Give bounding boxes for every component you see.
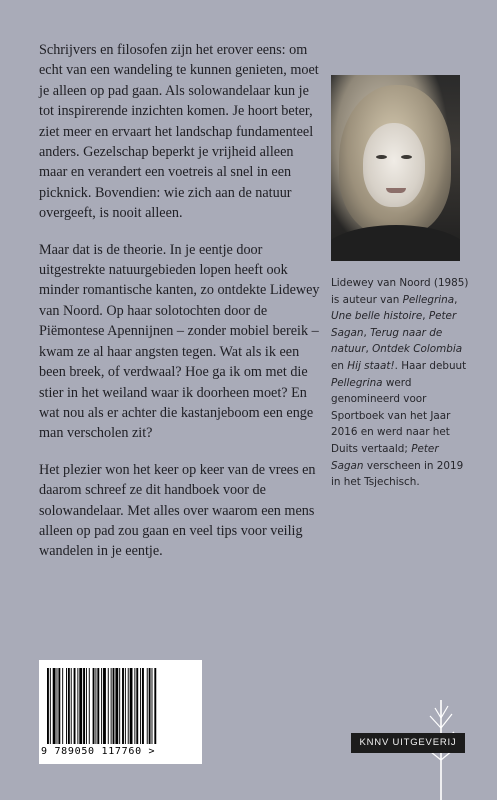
bio-book-title: Hij staat! bbox=[347, 359, 395, 372]
barcode-bar bbox=[62, 668, 63, 744]
blurb-paragraph-3: Het plezier won het keer op keer van de vrees en daarom schreef ze dit handboek voor de solowandelaar. Met alles over waarom een mens alleen op pad zou gaan en veel tips voor veilig wandelen in je eentje. bbox=[39, 461, 316, 560]
bio-text: , bbox=[454, 293, 458, 306]
barcode-bar bbox=[111, 668, 112, 744]
barcode-bars bbox=[45, 668, 195, 744]
author-photo-eye-right bbox=[401, 155, 412, 159]
barcode-bar bbox=[152, 668, 153, 744]
isbn-digits: 9 789050 117760 > bbox=[41, 746, 156, 757]
barcode-bar bbox=[136, 668, 138, 744]
barcode-bar bbox=[113, 668, 115, 744]
author-photo-shoulders bbox=[331, 225, 460, 261]
barcode-bar bbox=[101, 668, 102, 744]
barcode-bar bbox=[71, 668, 72, 744]
author-photo-eye-left bbox=[376, 155, 387, 159]
back-cover-blurb bbox=[39, 40, 324, 578]
bio-text: verscheen in 2019 in het Tsjechisch. bbox=[331, 459, 464, 489]
barcode-bar bbox=[50, 668, 51, 744]
bio-text: Lidewey van Noord (1985) is auteur van bbox=[331, 277, 469, 306]
bio-book-title: Ontdek Colombia bbox=[372, 343, 463, 356]
barcode-bar bbox=[128, 668, 129, 744]
barcode-bar bbox=[130, 668, 133, 744]
author-photo-mouth bbox=[386, 188, 406, 193]
barcode-bar bbox=[119, 668, 120, 744]
bio-text: en bbox=[331, 359, 348, 372]
barcode-bar bbox=[93, 668, 95, 744]
bio-book-title: Pellegrina bbox=[402, 293, 455, 306]
author-photo bbox=[331, 75, 460, 261]
barcode-bar bbox=[115, 668, 118, 744]
barcode-bar bbox=[147, 668, 148, 744]
bio-book-title: Une belle histoire bbox=[331, 310, 423, 323]
bio-book-title: Terug naar de natuur bbox=[331, 326, 443, 356]
bio-text: werd genomineerd voor Sportboek van het Jaar 2016 en werd naar het Duits vertaald; bbox=[331, 376, 451, 455]
barcode-bar bbox=[47, 668, 49, 744]
barcode-bar bbox=[86, 668, 87, 744]
publisher-badge: KNNV UITGEVERIJ bbox=[351, 733, 465, 753]
barcode-bar bbox=[58, 668, 60, 744]
barcode-bar bbox=[154, 668, 156, 744]
barcode-bar bbox=[103, 668, 106, 744]
barcode-bar bbox=[122, 668, 124, 744]
barcode-bar bbox=[108, 668, 109, 744]
barcode-bar bbox=[95, 668, 96, 744]
barcode-bar bbox=[125, 668, 126, 744]
barcode-bar bbox=[77, 668, 78, 744]
barcode-bar bbox=[74, 668, 76, 744]
barcode-bar bbox=[140, 668, 141, 744]
author-bio bbox=[331, 275, 471, 491]
blurb-paragraph-2: Maar dat is de theorie. In je eentje door uitgestrekte natuurgebieden lopen heeft ook minder romantische kanten, zo ontdekte Lidewey van Noord. Op haar solotochten door de Piëmontese Apennijnen – zonder mobiel bereik – kwam ze al haar angsten tegen. Wat als ik een been breek, of verdwaal? Hoe ga ik om met die stier in het weiland waar ik doorheen moet? En wat nou als er achter die kastanjeboom een enge man verscholen zit? bbox=[39, 241, 320, 442]
barcode-bar bbox=[142, 668, 144, 744]
blurb-paragraph-1: Schrijvers en filosofen zijn het erover eens: om echt van een wandeling te kunnen genieten, moet je alleen op pad gaan. Als solowandelaar kun je tot inspirerende inzichten komen. Je hoort beter, ziet meer en ervaart het landschap fundamenteel anders. Gezelschap beperkt je vrijheid alleen maar en verandert een voetreis al snel in een picknick. Bovendien: wie zich aan de natuur overgeeft, is nooit alleen. bbox=[39, 42, 319, 222]
bio-text: , bbox=[363, 326, 371, 339]
barcode-bar bbox=[83, 668, 85, 744]
author-photo-face bbox=[363, 123, 425, 207]
barcode-bar bbox=[57, 668, 58, 744]
bio-text: . Haar debuut bbox=[394, 359, 467, 372]
barcode-bar bbox=[53, 668, 56, 744]
bio-book-title: Peter Sagan bbox=[331, 442, 439, 472]
barcode-bar bbox=[79, 668, 82, 744]
bio-text: , bbox=[422, 310, 429, 323]
barcode-bar bbox=[97, 668, 99, 744]
barcode-bar bbox=[134, 668, 135, 744]
barcode-bar bbox=[149, 668, 151, 744]
barcode-bar bbox=[66, 668, 67, 744]
bio-book-title: Pellegrina bbox=[331, 376, 383, 389]
isbn-barcode bbox=[39, 660, 202, 764]
bio-text: , bbox=[365, 343, 373, 356]
barcode-bar bbox=[89, 668, 90, 744]
bio-book-title: Peter Sagan bbox=[331, 310, 457, 339]
barcode-bar bbox=[68, 668, 70, 744]
